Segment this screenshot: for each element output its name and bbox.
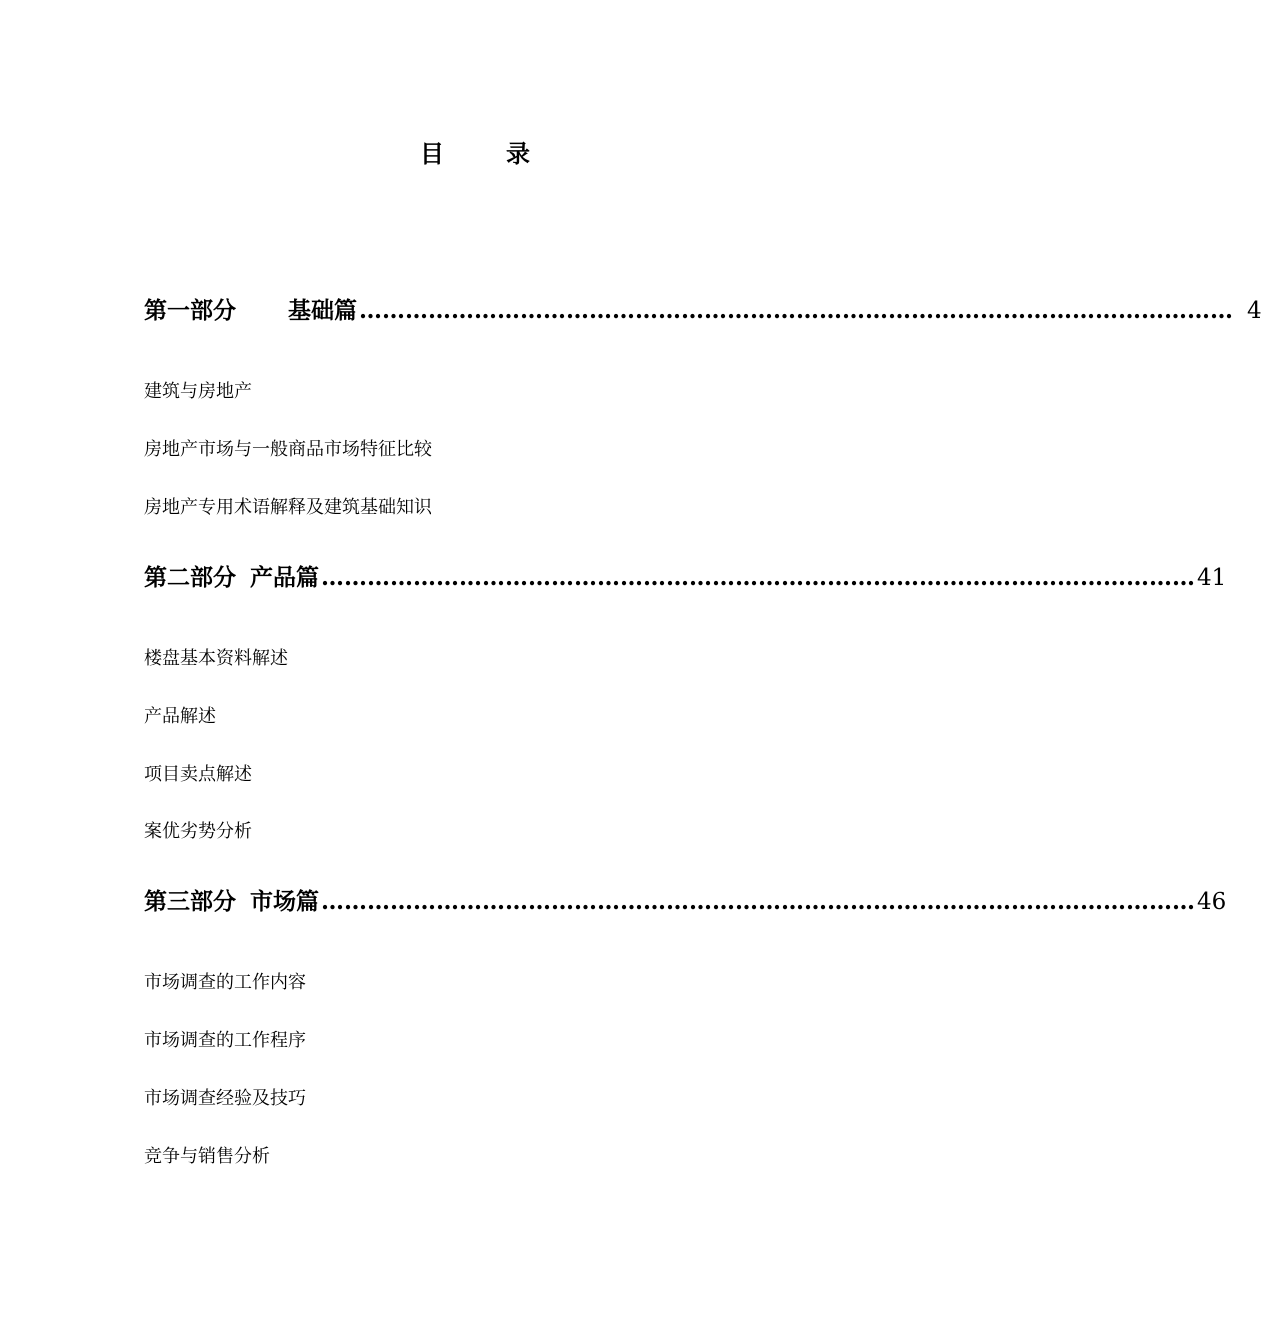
dot-leader: …………………………………………………………………………………………………… — [359, 297, 1233, 324]
toc-item[interactable]: 案优劣势分析 — [144, 821, 252, 842]
page-number: 41 — [1197, 565, 1227, 591]
toc-item[interactable]: 房地产专用术语解释及建筑基础知识 — [144, 497, 432, 518]
toc-item[interactable]: 市场调查的工作程序 — [144, 1030, 306, 1051]
toc-part-3-heading[interactable] — [144, 883, 1227, 915]
dot-leader: …………………………………………………………………………………………………… — [321, 564, 1195, 591]
part-name: 基础篇 — [288, 297, 357, 324]
part-name: 产品篇 — [250, 564, 319, 591]
toc-item[interactable]: 市场调查经验及技巧 — [144, 1088, 306, 1109]
toc-item[interactable]: 楼盘基本资料解述 — [144, 648, 288, 669]
toc-item[interactable]: 项目卖点解述 — [144, 764, 252, 785]
toc-part-1-heading[interactable] — [144, 292, 1262, 324]
page-number: 46 — [1197, 889, 1227, 915]
part-name: 市场篇 — [250, 888, 319, 915]
part-label: 第一部分 — [144, 297, 236, 324]
toc-item[interactable]: 房地产市场与一般商品市场特征比较 — [144, 439, 432, 460]
toc-title-char-2: 录 — [506, 139, 530, 168]
toc-title-char-1: 目 — [420, 139, 444, 168]
page-number: 4 — [1247, 298, 1262, 324]
part-label: 第三部分 — [144, 888, 236, 915]
dot-leader: …………………………………………………………………………………………………… — [321, 888, 1195, 915]
toc-item[interactable]: 产品解述 — [144, 706, 216, 727]
toc-item[interactable]: 竞争与销售分析 — [144, 1146, 270, 1167]
part-label: 第二部分 — [144, 564, 236, 591]
toc-part-2-heading[interactable] — [144, 559, 1227, 591]
toc-item[interactable]: 市场调查的工作内容 — [144, 972, 306, 993]
toc-title — [0, 134, 950, 169]
toc-item[interactable]: 建筑与房地产 — [144, 381, 252, 402]
